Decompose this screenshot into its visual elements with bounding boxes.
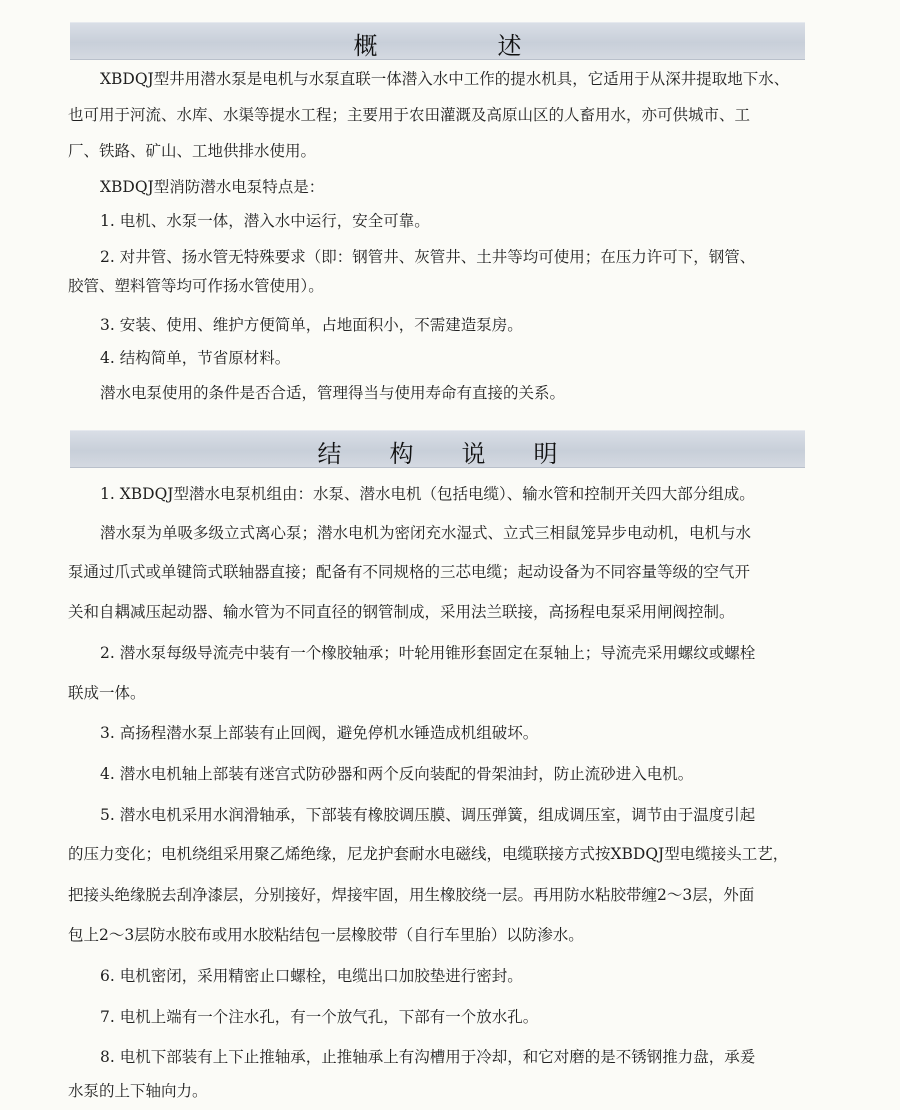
overview-line: XBDQJ型消防潜水电泵特点是：	[100, 178, 325, 196]
overview-title: 概 述	[353, 32, 522, 60]
structure-line: 潜水泵为单吸多级立式离心泵；潜水电机为密闭充水湿式、立式三相鼠笼异步电动机，电机与水	[100, 524, 752, 542]
overview-line: XBDQJ型井用潜水泵是电机与水泵直联一体潜入水中工作的提水机具，它适用于从深井提取地下水、	[100, 70, 790, 88]
structure-line: 6. 电机密闭，采用精密止口螺栓，电缆出口加胶垫进行密封。	[100, 967, 523, 985]
structure-line: 1. XBDQJ型潜水电泵机组由：水泵、潜水电机（包括电缆）、输水管和控制开关四大部分组成。	[100, 485, 755, 503]
structure-line: 3. 高扬程潜水泵上部装有止回阀，避免停机水锤造成机组破坏。	[100, 724, 539, 742]
overview-line: 2. 对井管、扬水管无特殊要求（即：钢管井、灰管井、土井等均可使用；在压力许可下，钢管、	[100, 248, 756, 266]
structure-line: 把接头绝缘脱去刮净漆层，分别接好，焊接牢固，用生橡胶绕一层。再用防水粘胶带缠2～3层，外面	[68, 886, 755, 904]
structure-line: 7. 电机上端有一个注水孔，有一个放气孔，下部有一个放水孔。	[100, 1008, 539, 1026]
overview-line: 胶管、塑料管等均可作扬水管使用）。	[68, 277, 324, 295]
structure-line: 的压力变化；电机绕组采用聚乙烯绝缘，尼龙护套耐水电磁线，电缆联接方式按XBDQJ型电缆接头工艺，	[68, 845, 789, 863]
overview-header	[70, 22, 805, 60]
structure-line: 水泵的上下轴向力。	[68, 1082, 208, 1100]
structure-line: 联成一体。	[68, 684, 146, 702]
structure-line: 8. 电机下部装有上下止推轴承，止推轴承上有沟槽用于冷却，和它对磨的是不锈钢推力盘，承爰	[100, 1048, 756, 1066]
structure-line: 包上2～3层防水胶布或用水胶粘结包一层橡胶带（自行车里胎）以防渗水。	[68, 926, 584, 944]
structure-line: 2. 潜水泵每级导流壳中装有一个橡胶轴承；叶轮用锥形套固定在泵轴上；导流壳采用螺纹或螺栓	[100, 644, 756, 662]
overview-line: 厂、铁路、矿山、工地供排水使用。	[68, 142, 317, 160]
structure-header	[70, 430, 805, 468]
structure-line: 4. 潜水电机轴上部装有迷宫式防砂器和两个反向装配的骨架油封，防止流砂进入电机。	[100, 765, 694, 783]
overview-line: 潜水电泵使用的条件是否合适，管理得当与使用寿命有直接的关系。	[100, 384, 566, 402]
structure-line: 5. 潜水电机采用水润滑轴承，下部装有橡胶调压膜、调压弹簧，组成调压室，调节由于温度引起	[100, 806, 756, 824]
overview-line: 也可用于河流、水库、水渠等提水工程；主要用于农田灌溉及高原山区的人畜用水，亦可供城市、工	[68, 106, 751, 124]
overview-line: 3. 安装、使用、维护方便简单，占地面积小，不需建造泵房。	[100, 316, 523, 334]
structure-line: 泵通过爪式或单键筒式联轴器直接；配备有不同规格的三芯电缆；起动设备为不同容量等级的空气开	[68, 563, 751, 581]
overview-line: 4. 结构简单，节省原材料。	[100, 349, 291, 367]
overview-line: 1. 电机、水泵一体，潜入水中运行，安全可靠。	[100, 212, 430, 230]
structure-title: 结 构 说 明	[317, 440, 558, 468]
structure-line: 关和自耦减压起动器、输水管为不同直径的钢管制成，采用法兰联接，高扬程电泵采用闸阀控制。	[68, 603, 735, 621]
